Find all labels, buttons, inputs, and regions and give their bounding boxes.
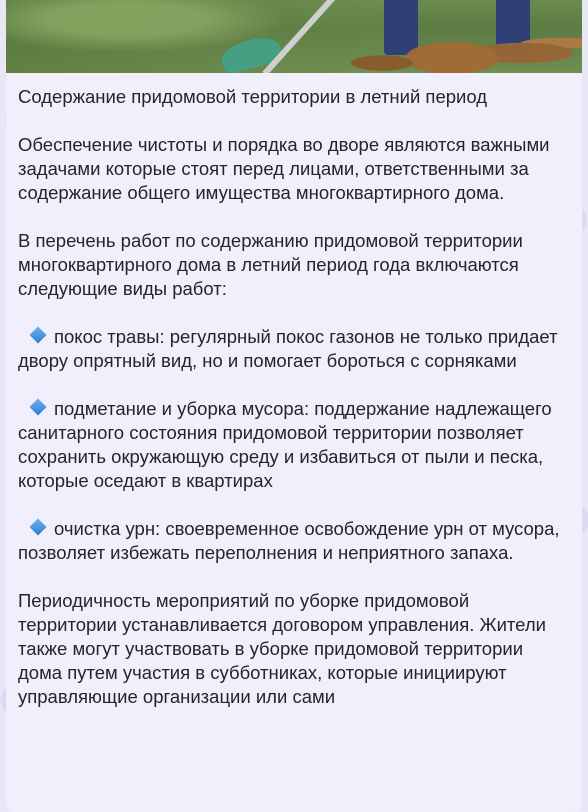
- message-text: [6, 73, 582, 709]
- post-intro: Обеспечение чистоты и порядка во дворе являются важными задачами которые стоят перед лицами, ответственными за содержание общего имущества многоквартирного дома.: [18, 134, 550, 203]
- post-closing: Периодичность мероприятий по уборке придомовой территории устанавливается договором управления. Жители также могут участвовать в уборке придомовой территории дома путем участия в субботниках, которые инициируют управляющие организации или сами: [18, 590, 546, 707]
- list-item-text: покос травы: регулярный покос газонов не только придает двору опрятный вид, но и помогает бороться с сорняками: [18, 326, 558, 371]
- leaves-pile: [322, 13, 582, 73]
- list-item: [18, 397, 568, 493]
- blue-diamond-icon: [30, 519, 47, 536]
- post-title: Содержание придомовой территории в летний период: [18, 86, 488, 107]
- message-bubble[interactable]: [6, 0, 582, 812]
- post-list-intro: В перечень работ по содержанию придомовой территории многоквартирного дома в летний период года включаются следующие виды работ:: [18, 230, 523, 299]
- post-photo[interactable]: [6, 0, 582, 73]
- blue-diamond-icon: [30, 327, 47, 344]
- list-item-text: подметание и уборка мусора: поддержание надлежащего санитарного состояния придомовой территории позволяет сохранить окружающую среду и избавиться от пыли и песка, которые оседают в квартирах: [18, 398, 552, 491]
- list-item: [18, 325, 568, 373]
- blue-diamond-icon: [30, 399, 47, 416]
- list-item: [18, 517, 568, 565]
- list-item-text: очистка урн: своевременное освобождение урн от мусора, позволяет избежать переполнения и неприятного запаха.: [18, 518, 560, 563]
